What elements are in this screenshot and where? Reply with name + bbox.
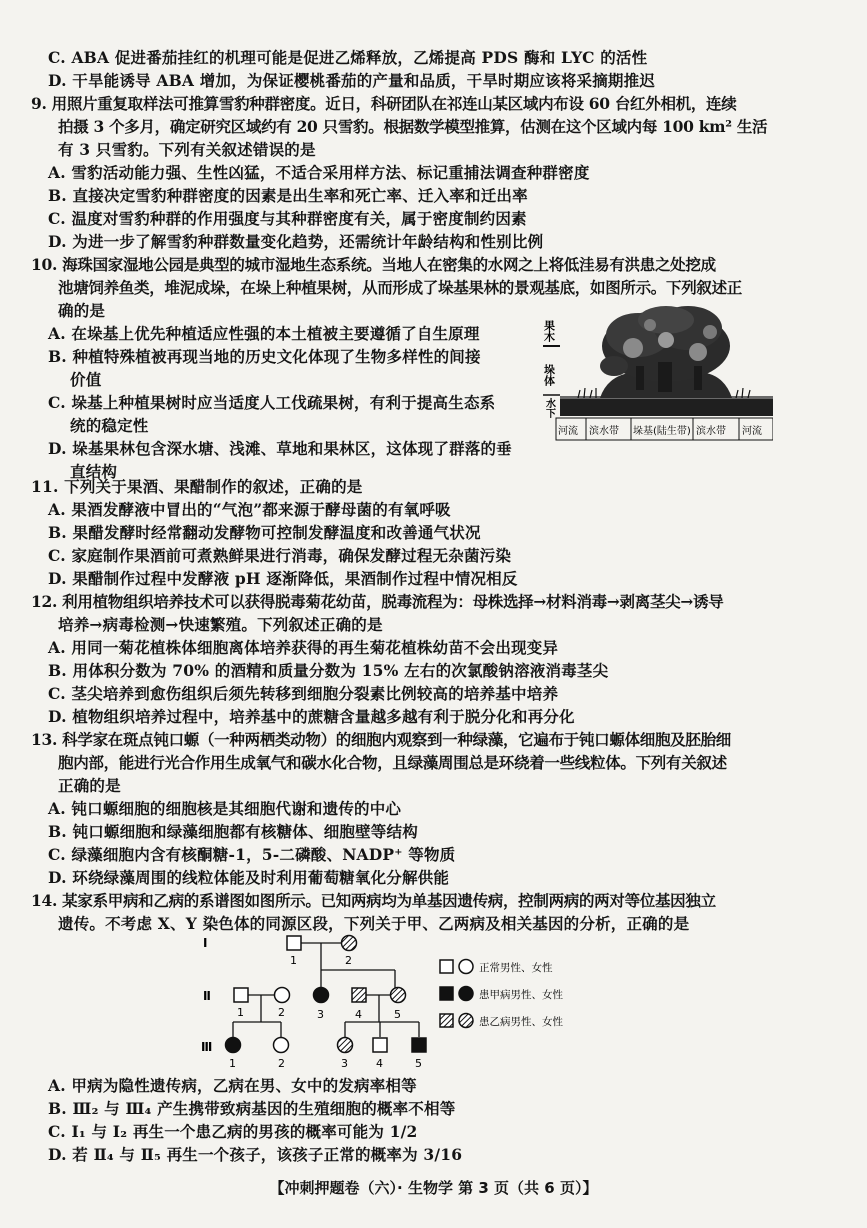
generation-label-II: Ⅱ — [203, 989, 211, 1003]
q13-option-a: A. 钝口螈细胞的细胞核是其细胞代谢和遗传的中心 — [48, 799, 402, 818]
q9-option-c: C. 温度对雪豹种群的作用强度与其种群密度有关，属于密度制约因素 — [48, 209, 527, 228]
q8-option-c: C. ABA 促进番茄挂红的机理可能是促进乙烯释放，乙烯提高 PDS 酶和 LYC 的活性 — [48, 48, 648, 67]
figure-zone-river-left: 河流 — [558, 426, 578, 437]
q13-stem-line-1: 13. 科学家在斑点钝口螈（一种两栖类动物）的细胞内观察到一种绿藻，它遍布于钝口螈体细胞及胚胎细 — [31, 730, 731, 749]
svg-text:1: 1 — [229, 1057, 236, 1070]
svg-text:4: 4 — [376, 1057, 383, 1070]
page-footer: 【冲刺押题卷（六）· 生物学 第 3 页（共 6 页）】 — [269, 1179, 598, 1197]
q11-option-c: C. 家庭制作果酒前可煮熟鲜果进行消毒，确保发酵过程无杂菌污染 — [48, 546, 512, 565]
figure-zone-river-right: 河流 — [742, 426, 762, 437]
q12-option-a: A. 用同一菊花植株体细胞离体培养获得的再生菊花植株幼苗不会出现变异 — [48, 638, 559, 657]
generation-label-III: Ⅲ — [201, 1040, 213, 1054]
q9-option-b: B. 直接决定雪豹种群密度的因素是出生率和死亡率、迁入率和迁出率 — [48, 186, 528, 205]
q13-option-b: B. 钝口螈细胞和绿藻细胞都有核糖体、细胞壁等结构 — [48, 822, 418, 841]
q12-option-d: D. 植物组织培养过程中，培养基中的蔗糖含量越多越有利于脱分化和再分化 — [48, 707, 575, 726]
svg-text:5: 5 — [394, 1008, 401, 1021]
III1-diseaseA-female — [226, 1038, 241, 1053]
III4-normal-male — [373, 1038, 387, 1052]
figure-zone-waterside-left: 滨水带 — [589, 426, 619, 437]
q12-stem-line-2: 培养→病毒检测→快速繁殖。下列叙述正确的是 — [58, 615, 383, 634]
q9-option-d: D. 为进一步了解雪豹种群数量变化趋势，还需统计年龄结构和性别比例 — [48, 232, 544, 251]
II4-diseaseB-male — [352, 988, 366, 1002]
q11-option-a: A. 果酒发酵液中冒出的“气泡”都来源于酵母菌的有氧呼吸 — [48, 500, 451, 519]
q13-option-d: D. 环绕绿藻周围的线粒体能及时利用葡萄糖氧化分解供能 — [48, 868, 450, 887]
II1-normal-male — [234, 988, 248, 1002]
q9-option-a: A. 雪豹活动能力强、生性凶猛，不适合采用样方法、标记重捕法调查种群密度 — [48, 163, 590, 182]
q14-stem-line-1: 14. 某家系甲病和乙病的系谱图如图所示。已知两病均为单基因遗传病，控制两病的两对等位基因独立 — [31, 891, 716, 910]
q10-orchard-figure — [538, 300, 773, 448]
q14-option-b: B. Ⅲ₂ 与 Ⅲ₄ 产生携带致病基因的生殖细胞的概率不相等 — [48, 1099, 456, 1118]
q9-stem-line-2: 拍摄 3 个多月，确定研究区域约有 20 只雪豹。根据数学模型推算，估测在这个区域内每 100 km² 生活 — [58, 117, 768, 136]
svg-text:1: 1 — [237, 1006, 244, 1019]
figure-label-fruit-trees: 果木 — [542, 320, 556, 342]
q13-stem-line-3: 正确的是 — [58, 776, 121, 795]
figure-zone-mound: 垛基(陆生带) — [633, 426, 691, 437]
III5-diseaseA-male — [412, 1038, 426, 1052]
q10-option-d: D. 垛基果林包含深水塘、浅滩、草地和果林区，这体现了群落的垂 — [48, 439, 512, 458]
q14-stem-line-2: 遗传。不考虑 X、Y 染色体的同源区段，下列关于甲、乙两病及相关基因的分析，正确的是 — [58, 914, 690, 933]
q10-stem-line-1: 10. 海珠国家湿地公园是典型的城市湿地生态系统。当地人在密集的水网之上将低洼易有洪患之处挖成 — [31, 255, 716, 274]
II2-normal-female — [275, 988, 290, 1003]
II5-diseaseB-female — [391, 988, 406, 1003]
pedigree-legend — [440, 960, 563, 1029]
q11-option-d: D. 果醋制作过程中发酵液 pH 逐渐降低，果酒制作过程中情况相反 — [48, 569, 518, 588]
svg-text:4: 4 — [355, 1008, 362, 1021]
q13-stem-line-2: 胞内部，能进行光合作用生成氧气和碳水化合物，且绿藻周围总是环绕着一些线粒体。下列有关叙述 — [58, 753, 727, 772]
q10-option-b-cont: 价值 — [70, 370, 102, 389]
q12-option-b: B. 用体积分数为 70% 的酒精和质量分数为 15% 左右的次氯酸钠溶液消毒茎尖 — [48, 661, 609, 680]
q14-option-a: A. 甲病为隐性遗传病，乙病在男、女中的发病率相等 — [48, 1076, 417, 1095]
generation-label-I: Ⅰ — [203, 936, 208, 950]
q10-option-d-cont: 直结构 — [70, 462, 118, 481]
q13-option-c: C. 绿藻细胞内含有核酮糖-1，5-二磷酸、NADP⁺ 等物质 — [48, 845, 456, 864]
II3-diseaseA-female — [314, 988, 329, 1003]
svg-text:2: 2 — [278, 1057, 285, 1070]
svg-text:1: 1 — [290, 954, 297, 967]
III3-diseaseB-female — [338, 1038, 353, 1053]
q9-stem-line-3: 有 3 只雪豹。下列有关叙述错误的是 — [58, 140, 316, 159]
q14-option-d: D. 若 Ⅱ₄ 与 Ⅱ₅ 再生一个孩子，该孩子正常的概率为 3/16 — [48, 1145, 463, 1164]
figure-label-underwater: 水下 — [543, 398, 555, 418]
I1-normal-male — [287, 936, 301, 950]
q10-option-a: A. 在垛基上优先种植适应性强的本土植被主要遵循了自生原理 — [48, 324, 480, 343]
figure-label-mound: 垛体 — [542, 364, 556, 386]
q9-stem-line-1: 9. 用照片重复取样法可推算雪豹种群密度。近日，科研团队在祁连山某区域内布设 60 台红外相机，连续 — [31, 94, 737, 113]
q14-option-c: C. Ⅰ₁ 与 Ⅰ₂ 再生一个患乙病的男孩的概率可能为 1/2 — [48, 1122, 418, 1141]
legend-disease-b: 患乙病男性、女性 — [479, 1016, 563, 1028]
I2-diseaseB-female — [342, 936, 357, 951]
q12-option-c: C. 茎尖培养到愈伤组织后须先转移到细胞分裂素比例较高的培养基中培养 — [48, 684, 559, 703]
q8-option-d: D. 干旱能诱导 ABA 增加，为保证樱桃番茄的产量和品质，干旱时期应该将采摘期推迟 — [48, 71, 656, 90]
svg-text:5: 5 — [415, 1057, 422, 1070]
figure-zone-waterside-right: 滨水带 — [696, 426, 726, 437]
figure-ground — [560, 398, 773, 416]
q10-stem-line-3: 确的是 — [58, 301, 106, 320]
q11-stem: 11. 下列关于果酒、果醋制作的叙述，正确的是 — [31, 477, 363, 496]
legend-normal: 正常男性、女性 — [479, 962, 553, 974]
q14-pedigree-chart — [195, 930, 595, 1070]
svg-text:2: 2 — [278, 1006, 285, 1019]
svg-text:3: 3 — [317, 1008, 324, 1021]
q10-option-c: C. 垛基上种植果树时应当适度人工伐疏果树，有利于提高生态系 — [48, 393, 496, 412]
legend-disease-a: 患甲病男性、女性 — [479, 989, 563, 1001]
q12-stem-line-1: 12. 利用植物组织培养技术可以获得脱毒菊花幼苗，脱毒流程为：母株选择→材料消毒→剥离茎尖→诱导 — [31, 592, 724, 611]
svg-text:2: 2 — [345, 954, 352, 967]
q11-option-b: B. 果醋发酵时经常翻动发酵物可控制发酵温度和改善通气状况 — [48, 523, 481, 542]
q10-stem-line-2: 池塘饲养鱼类，堆泥成垛，在垛上种植果树，从而形成了垛基果林的景观基底，如图所示。下列叙述正 — [58, 278, 743, 297]
q10-option-b: B. 种植特殊植被再现当地的历史文化体现了生物多样性的间接 — [48, 347, 481, 366]
III2-normal-female — [274, 1038, 289, 1053]
svg-text:3: 3 — [341, 1057, 348, 1070]
q10-option-c-cont: 统的稳定性 — [70, 416, 149, 435]
